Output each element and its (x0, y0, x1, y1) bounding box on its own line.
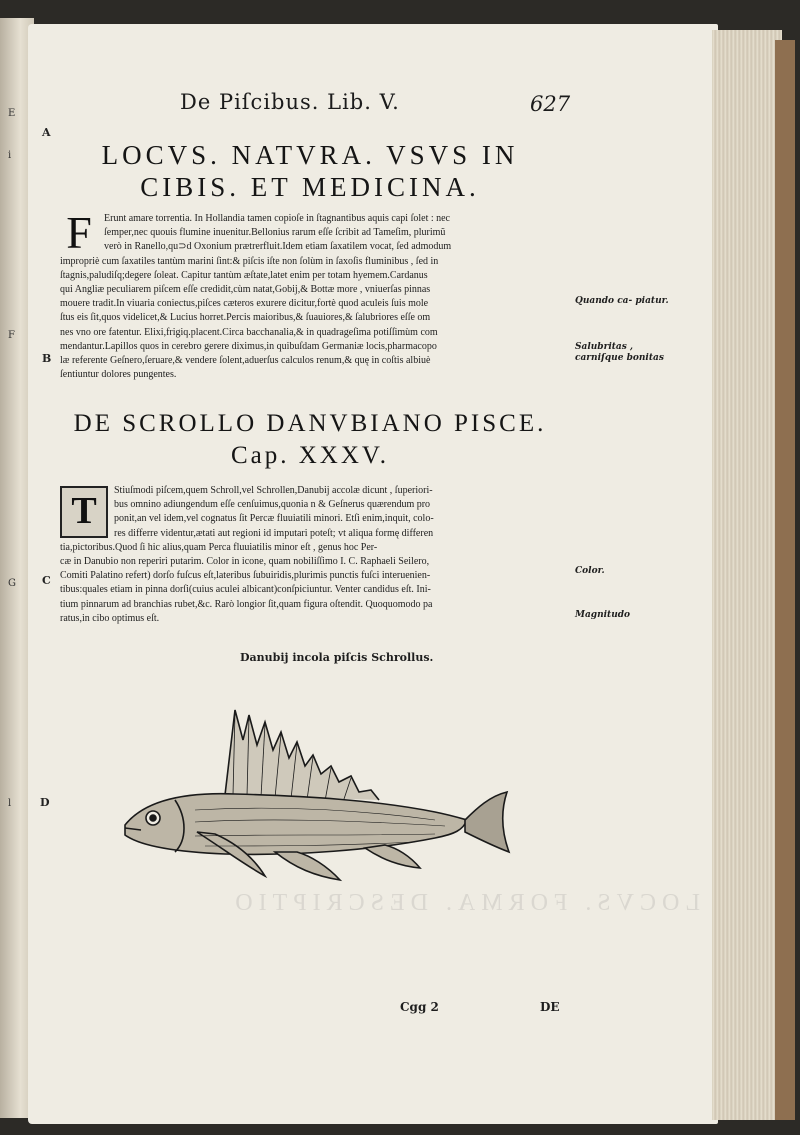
margin-note-magnitudo: Magnitudo (575, 610, 631, 620)
section2-heading-line1: DE SCROLLO DANVBIANO PISCE. (73, 410, 547, 437)
body-line: Erunt amare torrentia. In Hollandia tamen copioſe in ſtagnantibus aquis capi ſolet : nec (104, 213, 450, 224)
body-line: ſtus eis ſit,quos videlicet,& Lucius horret.Percis maioribus,& ſuauiores,& ſalubriores eſſe om (60, 312, 431, 324)
running-head: De Piſcibus. Lib. V. (180, 90, 400, 114)
section2-dropcap: T (60, 486, 108, 538)
body-line: tia,pictoribus.Quod ſi hic alius,quam Perca fluuiatilis minor eſt , genus hoc Per- (60, 541, 378, 553)
body-line: ratus,in cibo optimus eſt. (60, 612, 160, 624)
section1-heading-line1: LOCVS. NATVRA. VSVS IN (101, 140, 519, 170)
bleed-through-text: LOCVS. FORMA. DESCRIPTIO (229, 890, 700, 916)
body-line: qui Angliæ peculiarem piſcem eſſe credidit,cùm natat,Gobij,& Bottæ more , vniuerſas pinnas (60, 284, 431, 296)
facing-page-letter: G (8, 578, 16, 589)
body-line: Comiti Palatino refert) dorſo fuſcus eſt,lateribus ſubuiridis,plurimis punctis fuſci interuenien- (60, 570, 431, 582)
facing-page-letter: l (8, 798, 12, 809)
body-line: mouere tradit.In viuaria coniectus,piſces cæteros exurere dicitur,fortè quod aculeis ſuis mole (60, 298, 429, 310)
catchword: DE (540, 1000, 560, 1014)
facing-page-letter: F (8, 330, 15, 341)
section-marker-d: D (40, 796, 50, 809)
facing-page-letter: E (8, 108, 16, 119)
signature-mark: Cgg 2 (400, 1000, 439, 1014)
section-marker-b: B (42, 352, 52, 365)
margin-note-color: Color. (575, 566, 605, 576)
page-number: 627 (530, 92, 571, 116)
section1-dropcap: F (66, 207, 92, 258)
margin-note-quando: Quando ca- piatur. (575, 296, 669, 306)
body-line: tibus:quales etiam in pinna dorſi(cuius aculei albicant)conſpiciuntur. Venter candidus eſt. Ini- (60, 584, 431, 596)
body-line: læ referente Geſnero,ſeruare,& vendere ſolent,aduerſus calculos renum,& quę in coſtis albiuè (60, 355, 431, 367)
body-line: ſemper,nec quouis flumine inuenitur.Bellonius rarum eſſe ſcribit ad Tameſim, plurimũ (104, 227, 446, 239)
body-line: ſentiuntur dolores pungentes. (60, 369, 177, 381)
section-marker-a: A (42, 126, 51, 139)
figure-caption: Danubij incola piſcis Schrollus. (240, 651, 434, 664)
body-line: cæ in Danubio non reperiri putarim. Color in icone, quam nobiliſſimo I. C. Raphaeli Seilero, (60, 556, 430, 568)
page-stack-edges (712, 30, 782, 1120)
body-line: tium pinnarum ad branchias rubet,&c. Rarò longior ſit,quam figura oſtendit. Quoquomodo pa (60, 598, 433, 610)
body-line: mendantur.Lapillos quos in cerebro gerere diximus,in quibuſdam Germaniæ locis,pharmacopo (60, 340, 437, 352)
section1-body (60, 207, 570, 382)
body-line: ſtagnis,paludiſq;degere ſoleat. Capitur tantùm æſtate,latet enim per totam hyemem.Cardanus (60, 269, 428, 281)
section2-heading-line2: Cap. XXXV. (230, 442, 389, 469)
facing-page-letter: i (8, 150, 12, 161)
body-line: ponit,an vel idem,vel cognatus ſit Percæ fluuiatili minori. Etſi enim,inquit, colo- (114, 513, 434, 525)
body-line: Stiuſmodi piſcem,quem Schroll,vel Schrollen,Danubij accolæ dicunt , ſuperiori- (114, 485, 433, 496)
body-line: nes vno ore fatentur. Elixi,frigiq.placent.Circa bacchanalia,& in quadrageſima potiſſimùm com (60, 326, 438, 338)
section-marker-c: C (42, 574, 51, 587)
body-line: impropriè cum ſaxatiles tantùm marini ſint:& piſcis iſte non ſolùm in ſaxoſis fluminibus , ſed in (60, 255, 439, 267)
book-cover-edge (775, 40, 795, 1120)
body-line: res differre videntur,ætati aut regioni id imputari poteſt; vt aliqua formę differen (114, 527, 434, 539)
body-line: verò in Ranello,qu⊃d Oxonium prætrerfluit.Idem etiam ſaxatilem vocat, ſed admodum (104, 241, 452, 253)
margin-note-salubritas: Salubritas , carniſque bonitas (575, 342, 664, 363)
body-line: bus omnino adiungendum eſſe cenſuimus,quonia n & Geſnerus quærendum pro (114, 499, 431, 511)
section2-body (60, 484, 570, 626)
section1-heading-line2: CIBIS. ET MEDICINA. (140, 172, 480, 202)
woodcut-fish-illustration (115, 700, 515, 890)
